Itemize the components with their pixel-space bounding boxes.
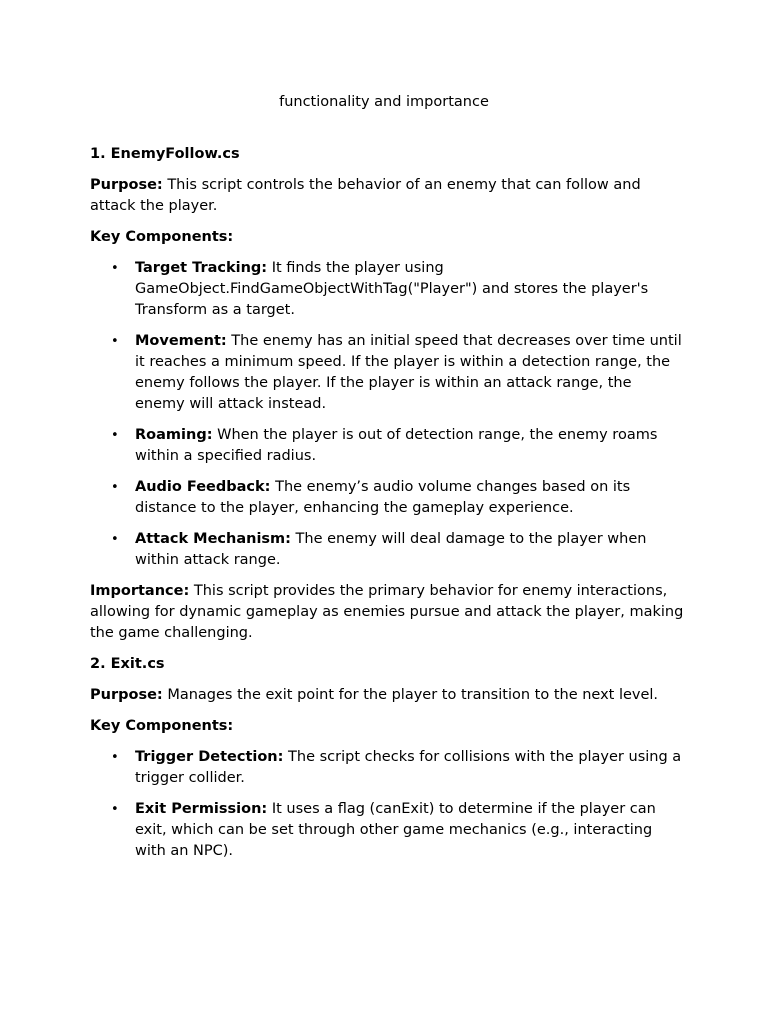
component-text: The script checks for collisions with the player using a trigger collider.	[135, 749, 682, 786]
bullet-icon: •	[111, 261, 119, 276]
section-heading: 1. EnemyFollow.cs	[90, 146, 240, 162]
list-item	[90, 425, 685, 467]
component-text: When the player is out of detection range, the enemy roams within a specified radius.	[135, 427, 658, 464]
bullet-icon: •	[111, 334, 119, 349]
list-item	[90, 747, 685, 789]
component-text: The enemy will deal damage to the player when within attack range.	[135, 531, 647, 568]
importance-paragraph	[90, 581, 685, 644]
component-label: Trigger Detection:	[135, 749, 284, 765]
bullet-icon: •	[111, 532, 119, 547]
document-title: functionality and importance	[279, 94, 489, 110]
component-label: Exit Permission:	[135, 801, 268, 817]
purpose-paragraph	[90, 685, 685, 706]
list-item	[90, 331, 685, 415]
component-label: Audio Feedback:	[135, 479, 271, 495]
components-list	[90, 747, 685, 862]
bullet-icon: •	[111, 480, 119, 495]
component-text: It finds the player using GameObject.FindGameObjectWithTag("Player") and stores the player's Transform as a target.	[135, 260, 649, 318]
purpose-label: Purpose:	[90, 177, 163, 193]
section-heading: 2. Exit.cs	[90, 656, 165, 672]
component-text: It uses a flag (canExit) to determine if the player can exit, which can be set through other game mechanics (e.g., interacting with an NPC).	[135, 801, 656, 859]
purpose-text: This script controls the behavior of an enemy that can follow and attack the player.	[90, 177, 641, 214]
importance-text: This script provides the primary behavior for enemy interactions, allowing for dynamic gameplay as enemies pursue and attack the player, making the game challenging.	[90, 583, 684, 641]
list-item	[90, 799, 685, 862]
list-item	[90, 477, 685, 519]
key-components-label: Key Components:	[90, 229, 234, 245]
bullet-icon: •	[111, 802, 119, 817]
list-item	[90, 529, 685, 571]
component-label: Movement:	[135, 333, 227, 349]
component-text: The enemy’s audio volume changes based on its distance to the player, enhancing the gameplay experience.	[135, 479, 631, 516]
component-text: The enemy has an initial speed that decreases over time until it reaches a minimum speed. If the player is within a detection range, the enemy follows the player. If the player is within an attack range, the enemy will attack instead.	[135, 333, 682, 412]
component-label: Target Tracking:	[135, 260, 268, 276]
bullet-icon: •	[111, 750, 119, 765]
bullet-icon: •	[111, 428, 119, 443]
purpose-paragraph	[90, 175, 685, 217]
list-item	[90, 258, 685, 321]
importance-label: Importance:	[90, 583, 190, 599]
components-list	[90, 258, 685, 571]
component-label: Attack Mechanism:	[135, 531, 291, 547]
purpose-text: Manages the exit point for the player to transition to the next level.	[162, 687, 659, 703]
document-body	[90, 144, 685, 872]
key-components-label: Key Components:	[90, 718, 234, 734]
component-label: Roaming:	[135, 427, 213, 443]
purpose-label: Purpose:	[90, 687, 163, 703]
